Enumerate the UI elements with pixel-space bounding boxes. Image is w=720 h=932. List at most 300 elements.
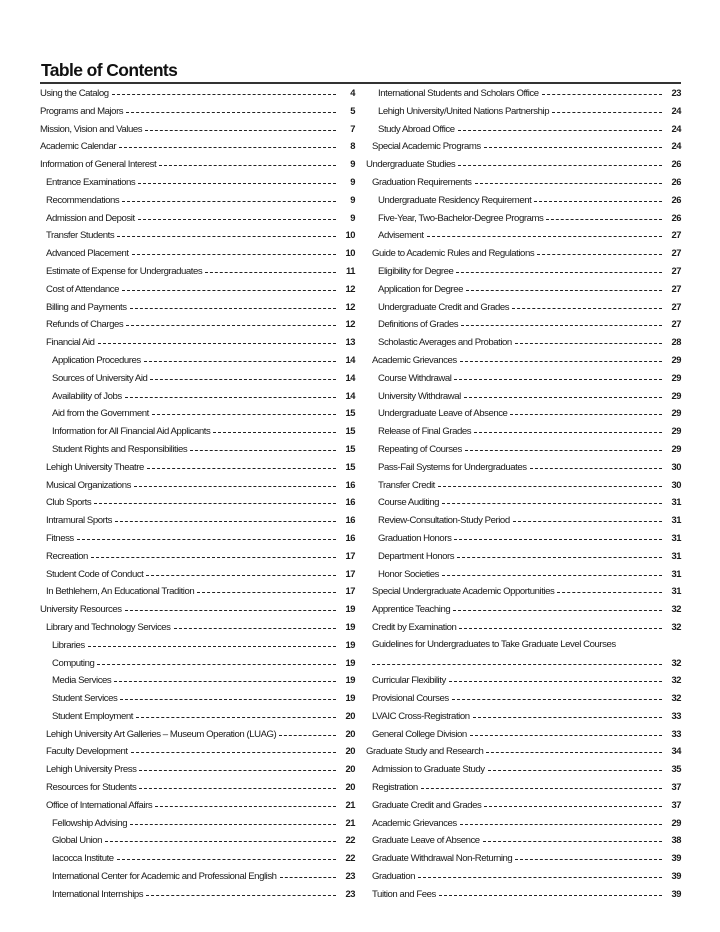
toc-entry-title: Advanced Placement [46, 248, 129, 260]
toc-page-number: 32 [671, 656, 681, 668]
toc-page-number: 9 [350, 158, 355, 170]
toc-page-number: 26 [671, 158, 681, 170]
dot-leader [174, 628, 336, 629]
toc-entry[interactable] [366, 852, 681, 870]
toc-entry[interactable] [40, 283, 355, 301]
toc-entry-title: Information of General Interest [40, 159, 157, 171]
toc-page-number: 31 [671, 567, 681, 579]
toc-entry[interactable] [40, 532, 355, 550]
toc-entry[interactable] [40, 425, 355, 443]
toc-entry[interactable] [366, 763, 681, 781]
toc-entry[interactable] [366, 799, 681, 817]
dot-leader [421, 788, 662, 789]
toc-entry[interactable] [40, 888, 355, 906]
toc-entry-title: Fitness [46, 532, 74, 544]
toc-entry[interactable] [40, 87, 355, 105]
dot-leader [438, 486, 662, 487]
toc-page-number: 31 [671, 531, 681, 543]
dot-leader [122, 290, 336, 291]
toc-entry[interactable] [40, 763, 355, 781]
toc-page-number: 26 [671, 175, 681, 187]
dot-leader [112, 94, 336, 95]
dot-leader [466, 290, 662, 291]
toc-entry[interactable] [40, 301, 355, 319]
dot-leader [512, 308, 662, 309]
dot-leader [88, 646, 336, 647]
toc-entry-title: Musical Organizations [46, 479, 131, 491]
toc-entry-title: Undergraduate Credit and Grades [378, 301, 510, 313]
dot-leader [461, 325, 662, 326]
toc-entry[interactable] [40, 834, 355, 852]
toc-page-number: 9 [350, 175, 355, 187]
toc-entry-title: Mission, Vision and Values [40, 123, 143, 135]
toc-entry[interactable] [366, 407, 681, 425]
dot-leader [488, 770, 662, 771]
toc-entry-title: Resources for Students [46, 782, 137, 794]
toc-entry[interactable] [40, 870, 355, 888]
toc-entry-title: Club Sports [46, 497, 92, 509]
toc-entry-title: Tuition and Fees [372, 888, 436, 900]
dot-leader [552, 112, 662, 113]
toc-entry[interactable] [40, 568, 355, 586]
toc-page-number: 27 [671, 229, 681, 241]
toc-entry-title: Transfer Credit [378, 479, 435, 491]
dot-leader [147, 468, 336, 469]
toc-page-number: 27 [671, 318, 681, 330]
toc-page-number: 20 [345, 709, 355, 721]
dot-leader [98, 343, 336, 344]
toc-page-number: 37 [671, 781, 681, 793]
toc-entry[interactable] [40, 817, 355, 835]
toc-entry[interactable] [40, 443, 355, 461]
toc-entry[interactable] [40, 407, 355, 425]
toc-entry[interactable] [40, 140, 355, 158]
toc-entry-title: Lehigh University Art Galleries – Museum Operation (LUAG) [46, 728, 277, 740]
dot-leader [442, 575, 662, 576]
toc-entry-title: Student Code of Conduct [46, 568, 144, 580]
dot-leader [134, 486, 336, 487]
toc-page-number: 19 [345, 620, 355, 632]
toc-page-number: 17 [345, 585, 355, 597]
toc-entry-title: Provisional Courses [372, 693, 449, 705]
toc-entry[interactable] [40, 710, 355, 728]
dot-leader [452, 699, 662, 700]
toc-page-number: 32 [671, 692, 681, 704]
toc-title: Table of Contents [41, 60, 178, 80]
toc-entry[interactable] [40, 603, 355, 621]
toc-page-number: 31 [671, 585, 681, 597]
toc-entry[interactable] [40, 176, 355, 194]
toc-entry[interactable] [366, 621, 681, 639]
toc-entry[interactable] [366, 425, 681, 443]
toc-page-number: 20 [345, 763, 355, 775]
toc-entry[interactable] [366, 354, 681, 372]
dot-leader [205, 272, 336, 273]
toc-page-number: 38 [671, 834, 681, 846]
toc-entry[interactable] [366, 283, 681, 301]
toc-entry-title: Aid from the Government [52, 408, 149, 420]
toc-entry-title: Recreation [46, 550, 88, 562]
toc-entry-title: Undergraduate Studies [366, 159, 456, 171]
toc-entry[interactable] [40, 390, 355, 408]
toc-entry-title: Graduation Honors [378, 532, 452, 544]
toc-entry[interactable] [366, 888, 681, 906]
toc-entry-title: Estimate of Expense for Undergraduates [46, 265, 203, 277]
dot-leader [105, 841, 336, 842]
toc-entry[interactable] [366, 496, 681, 514]
toc-entry-title: University Resources [40, 604, 122, 616]
dot-leader [484, 147, 662, 148]
toc-entry-title: Financial Aid [46, 337, 95, 349]
toc-entry-title: Graduate Leave of Absence [372, 835, 480, 847]
toc-page-number: 35 [671, 763, 681, 775]
dot-leader [510, 414, 662, 415]
toc-entry-title: Intramural Sports [46, 515, 112, 527]
toc-page-number: 27 [671, 264, 681, 276]
dot-leader [442, 503, 662, 504]
toc-entry-title: LVAIC Cross-Registration [372, 710, 470, 722]
toc-page-number: 17 [345, 567, 355, 579]
toc-entry[interactable] [40, 105, 355, 123]
toc-entry-title: Student Rights and Responsibilities [52, 443, 188, 455]
toc-page-number: 19 [345, 638, 355, 650]
toc-entry[interactable] [40, 158, 355, 176]
toc-entry[interactable] [366, 745, 681, 763]
dot-leader [119, 147, 336, 148]
toc-entry-title: Five-Year, Two-Bachelor-Degree Programs [378, 212, 544, 224]
dot-leader [130, 824, 336, 825]
toc-entry[interactable] [40, 212, 355, 230]
dot-leader [456, 272, 662, 273]
toc-entry[interactable] [366, 176, 681, 194]
dot-leader [125, 610, 336, 611]
toc-entry-title: Application for Degree [378, 283, 464, 295]
toc-entry[interactable] [366, 372, 681, 390]
toc-entry-title: Pass-Fail Systems for Undergraduates [378, 461, 527, 473]
toc-entry-title: Transfer Students [46, 230, 115, 242]
toc-entry-title: Graduation [372, 871, 415, 883]
toc-entry[interactable] [366, 710, 681, 728]
dot-leader [473, 717, 662, 718]
toc-entry[interactable] [40, 479, 355, 497]
toc-page-number: 10 [345, 247, 355, 259]
toc-entry[interactable] [366, 336, 681, 354]
dot-leader [138, 219, 336, 220]
toc-page-number: 7 [350, 122, 355, 134]
dot-leader [146, 575, 336, 576]
toc-entry[interactable] [40, 550, 355, 568]
toc-entry[interactable] [40, 674, 355, 692]
dot-leader [557, 592, 662, 593]
dot-leader [139, 770, 336, 771]
toc-entry-title: Academic Calendar [40, 141, 117, 153]
toc-page-number: 22 [345, 852, 355, 864]
toc-entry-title: Student Services [52, 693, 118, 705]
toc-entry[interactable] [366, 692, 681, 710]
dot-leader [460, 361, 662, 362]
toc-entry-title: Student Employment [52, 710, 133, 722]
dot-leader [453, 610, 662, 611]
dot-leader [152, 414, 336, 415]
toc-entry-title: Faculty Development [46, 746, 128, 758]
toc-page-number: 39 [671, 852, 681, 864]
toc-entry[interactable] [366, 194, 681, 212]
toc-entry[interactable] [40, 354, 355, 372]
toc-entry[interactable] [40, 247, 355, 265]
toc-entry[interactable] [366, 870, 681, 888]
toc-entry-title: Credit by Examination [372, 621, 457, 633]
dot-leader [464, 397, 662, 398]
dot-leader [97, 664, 336, 665]
toc-entry[interactable] [366, 87, 681, 105]
toc-entry[interactable] [366, 140, 681, 158]
dot-leader [213, 432, 336, 433]
toc-page-number: 11 [345, 264, 355, 276]
toc-page-number: 14 [345, 371, 355, 383]
toc-entry-title: Libraries [52, 639, 85, 651]
dot-leader [427, 236, 662, 237]
toc-entry-title: Billing and Payments [46, 301, 127, 313]
toc-entry[interactable] [366, 318, 681, 336]
dot-leader [449, 681, 662, 682]
toc-entry-title: International Internships [52, 888, 144, 900]
toc-entry-title: Special Undergraduate Academic Opportunities [372, 586, 555, 598]
toc-page-number: 30 [671, 460, 681, 472]
toc-entry[interactable] [366, 212, 681, 230]
toc-entry[interactable] [40, 692, 355, 710]
toc-page-number: 8 [350, 140, 355, 152]
toc-page-number: 15 [345, 460, 355, 472]
toc-page-number: 29 [671, 389, 681, 401]
toc-entry-title: Department Honors [378, 550, 455, 562]
toc-entry[interactable] [40, 123, 355, 141]
toc-entry-title: Admission to Graduate Study [372, 764, 485, 776]
toc-entry[interactable] [40, 657, 355, 675]
toc-entry-title: Apprentice Teaching [372, 604, 451, 616]
dot-leader [190, 450, 336, 451]
toc-entry[interactable] [366, 229, 681, 247]
dot-leader [91, 557, 336, 558]
toc-entry-title: Graduation Requirements [372, 176, 472, 188]
toc-page-number: 32 [671, 620, 681, 632]
dot-leader [279, 735, 336, 736]
toc-entry-title: Using the Catalog [40, 88, 109, 99]
toc-entry-title: General College Division [372, 728, 467, 740]
toc-entry-title: Media Services [52, 675, 112, 687]
toc-page-number: 10 [345, 229, 355, 241]
title-rule [40, 82, 681, 84]
toc-entry[interactable] [366, 247, 681, 265]
toc-page-number: 23 [671, 87, 681, 98]
toc-page-number: 31 [671, 514, 681, 526]
toc-entry-title: Course Auditing [378, 497, 439, 509]
dot-leader [534, 201, 662, 202]
toc-page-number: 15 [345, 442, 355, 454]
toc-page-number: 19 [345, 656, 355, 668]
toc-page-number: 23 [345, 887, 355, 899]
toc-entry-title: Entrance Examinations [46, 176, 136, 188]
toc-entry[interactable] [366, 603, 681, 621]
toc-page-number: 12 [345, 318, 355, 330]
toc-entry[interactable] [366, 568, 681, 586]
toc-page-number: 32 [671, 603, 681, 615]
toc-entry[interactable] [366, 781, 681, 799]
toc-entry-title: Academic Grievances [372, 354, 457, 366]
dot-leader [484, 806, 662, 807]
toc-entry[interactable] [40, 194, 355, 212]
toc-page-number: 15 [345, 407, 355, 419]
toc-entry-title: Programs and Majors [40, 105, 124, 117]
dot-leader [465, 450, 662, 451]
dot-leader [94, 503, 336, 504]
toc-entry[interactable] [40, 318, 355, 336]
toc-entry[interactable] [40, 639, 355, 657]
toc-page-number: 20 [345, 781, 355, 793]
toc-entry[interactable] [366, 390, 681, 408]
toc-page-number: 33 [671, 709, 681, 721]
toc-page-number: 39 [671, 887, 681, 899]
toc-entry[interactable] [40, 514, 355, 532]
toc-entry[interactable] [366, 817, 681, 835]
toc-entry[interactable] [366, 461, 681, 479]
toc-entry[interactable] [366, 728, 681, 746]
toc-page-number: 4 [350, 87, 355, 98]
dot-leader [537, 254, 662, 255]
toc-entry-title: International Center for Academic and Professional English [52, 871, 277, 883]
dot-leader [115, 521, 336, 522]
toc-entry[interactable] [366, 674, 681, 692]
toc-entry-title: Scholastic Averages and Probation [378, 337, 512, 349]
toc-entry-title: Lehigh University Theatre [46, 461, 144, 473]
toc-entry[interactable] [366, 514, 681, 532]
toc-entry-title: University Withdrawal [378, 390, 461, 402]
dot-leader [77, 539, 336, 540]
toc-entry-title: Undergraduate Residency Requirement [378, 194, 532, 206]
toc-entry[interactable] [366, 105, 681, 123]
toc-entry-title: Fellowship Advising [52, 817, 128, 829]
toc-entry[interactable] [366, 301, 681, 319]
toc-entry[interactable] [366, 834, 681, 852]
toc-entry-title: Sources of University Aid [52, 372, 148, 384]
toc-entry[interactable] [40, 336, 355, 354]
toc-entry-title: Global Union [52, 835, 103, 847]
toc-entry[interactable] [40, 852, 355, 870]
dot-leader [155, 806, 336, 807]
toc-entry[interactable] [40, 496, 355, 514]
toc-entry-title: Guidelines for Undergraduates to Take Graduate Level Courses [372, 638, 616, 650]
toc-page-number: 29 [671, 442, 681, 454]
toc-entry[interactable] [366, 443, 681, 461]
toc-entry-title: Study Abroad Office [378, 123, 455, 135]
toc-page-number: 27 [671, 247, 681, 259]
dot-leader [280, 877, 336, 878]
toc-page-number: 20 [345, 727, 355, 739]
toc-entry-title: Recommendations [46, 194, 120, 206]
dot-leader [515, 343, 662, 344]
toc-entry-title: Iacocca Institute [52, 853, 114, 865]
toc-entry[interactable] [40, 229, 355, 247]
toc-entry-title: Repeating of Courses [378, 443, 462, 455]
toc-entry[interactable] [366, 123, 681, 141]
toc-entry[interactable] [366, 585, 681, 603]
toc-entry[interactable] [40, 265, 355, 283]
toc-page-number: 24 [671, 104, 681, 116]
toc-entry[interactable] [40, 621, 355, 639]
dot-leader [515, 859, 662, 860]
toc-entry[interactable] [366, 479, 681, 497]
toc-page-number: 16 [345, 478, 355, 490]
toc-page-number: 14 [345, 389, 355, 401]
dot-leader [150, 379, 336, 380]
toc-page-number: 19 [345, 692, 355, 704]
dot-leader [126, 112, 336, 113]
toc-page-number: 24 [671, 140, 681, 152]
toc-entry-title: Refunds of Charges [46, 319, 124, 331]
toc-page-number: 39 [671, 870, 681, 882]
toc-entry[interactable] [366, 550, 681, 568]
toc-page-number: 9 [350, 211, 355, 223]
toc-page-number: 12 [345, 282, 355, 294]
toc-entry[interactable] [40, 745, 355, 763]
toc-entry[interactable] [40, 799, 355, 817]
toc-entry-title: Application Procedures [52, 354, 141, 366]
toc-page-number: 27 [671, 282, 681, 294]
toc-page-number: 19 [345, 674, 355, 686]
dot-leader [130, 308, 336, 309]
dot-leader [474, 432, 662, 433]
toc-page-number: 37 [671, 798, 681, 810]
dot-leader [122, 201, 336, 202]
dot-leader [372, 664, 662, 665]
toc-page-number: 26 [671, 211, 681, 223]
dot-leader [470, 735, 662, 736]
toc-page-number: 32 [671, 674, 681, 686]
toc-entry[interactable] [40, 781, 355, 799]
toc-entry[interactable] [366, 265, 681, 283]
toc-entry[interactable] [366, 639, 681, 675]
toc-entry[interactable] [40, 372, 355, 390]
toc-page-number: 16 [345, 531, 355, 543]
dot-leader [132, 254, 336, 255]
toc-page-number: 29 [671, 816, 681, 828]
toc-entry[interactable] [40, 728, 355, 746]
toc-entry-title: Undergraduate Leave of Absence [378, 408, 508, 420]
dot-leader [439, 895, 662, 896]
toc-entry-title: Admission and Deposit [46, 212, 135, 224]
toc-entry[interactable] [40, 461, 355, 479]
toc-page-number: 26 [671, 193, 681, 205]
toc-entry-title: Availability of Jobs [52, 390, 122, 402]
toc-entry[interactable] [40, 585, 355, 603]
toc-page-number: 31 [671, 496, 681, 508]
dot-leader [159, 165, 336, 166]
toc-page-number: 19 [345, 603, 355, 615]
toc-entry-title: International Students and Scholars Office [378, 88, 539, 99]
toc-entry[interactable] [366, 532, 681, 550]
dot-leader [458, 165, 662, 166]
toc-page-number: 5 [350, 104, 355, 116]
toc-entry-title: Academic Grievances [372, 817, 457, 829]
dot-leader [138, 183, 336, 184]
dot-leader [144, 361, 336, 362]
dot-leader [117, 859, 336, 860]
dot-leader [454, 539, 662, 540]
toc-entry-title: Honor Societies [378, 568, 439, 580]
toc-page-number: 23 [345, 870, 355, 882]
toc-entry-title: Eligibility for Degree [378, 265, 454, 277]
toc-page-number: 20 [345, 745, 355, 757]
toc-entry[interactable] [366, 158, 681, 176]
